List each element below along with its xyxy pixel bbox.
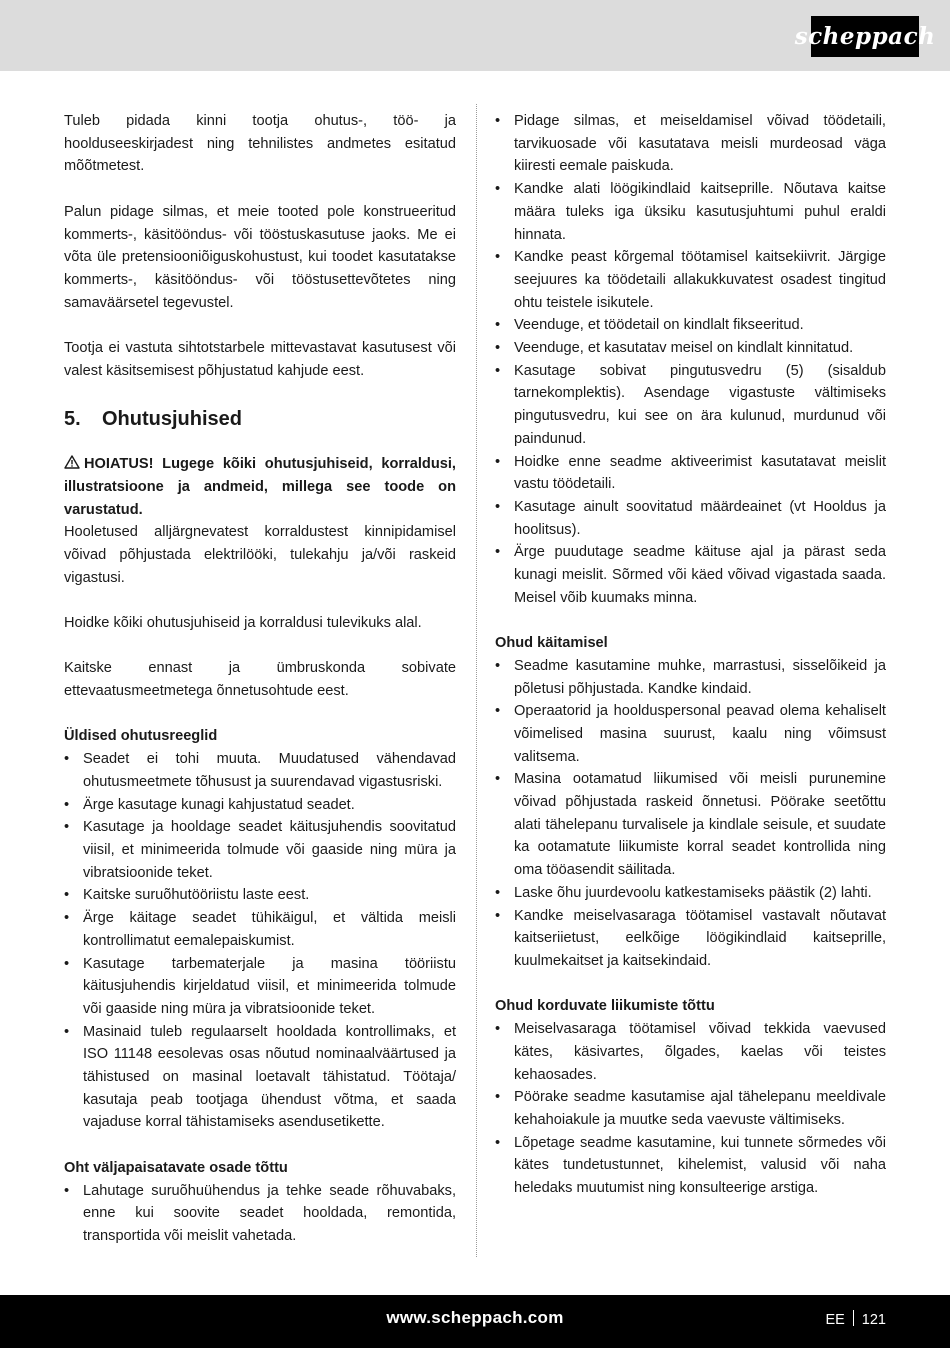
section-title: Ohutusjuhised	[102, 408, 242, 431]
list-item: • Kasutage sobivat pingutusvedru (5) (sisaldub tarnekomplektis). Asendage vigastuste vältimiseks pingutusvedru, kui see on ära kulunud, murdunud või paindunud.	[495, 360, 886, 451]
precautions-text: Kaitske ennast ja ümbruskonda sobivate ettevaatusmeetmetega õnnetusohtude eest.	[64, 660, 456, 700]
list-item: • Masinaid tuleb regulaarselt hooldada kontrollimaks, et ISO 11148 eesolevas osas nõutud nominaalväärtused ja tähistused on masinal loetavalt tähistatud. Töötaja/ kasutaja peab tootjaga ühendust võtma, et saada vajaduse korral tähistamiseks asendusetikette.	[64, 1021, 456, 1135]
list-item: • Seadme kasutamine muhke, marrastusi, sisselõikeid ja põletusi põhjustada. Kandke kindaid.	[495, 655, 886, 700]
list-item: • Kandke meiselvasaraga töötamisel vastavalt nõutavat kaitseriietust, eelkõige löögikindlaid kaitseprille, kuulmekaitset ja kaitsekindaid.	[495, 905, 886, 973]
list-item: • Lõpetage seadme kasutamine, kui tunnete sõrmedes või kätes tundetustunnet, kihelemist, valusid või naha heledaks muutumist ning konsulteerige arstiga.	[495, 1132, 886, 1200]
column-divider	[476, 104, 477, 1257]
warning-text: HOIATUS! Lugege kõiki ohutusjuhiseid, korraldusi, illustratsioone ja andmeid, millega see toode on varustatud.	[64, 456, 456, 518]
section-heading	[64, 405, 456, 433]
list-item: • Kandke alati löögikindlaid kaitseprille. Nõutava kaitse määra tuleks iga üksiku kasutusjuhtumi puhul eraldi hinnata.	[495, 178, 886, 246]
list-item: • Pöörake seadme kasutamise ajal tähelepanu meeldivale kehahoiakule ja muutke seda vaevuste vältimiseks.	[495, 1086, 886, 1131]
list-item: • Kasutage tarbematerjale ja masina tööriistu käitusjuhendis kirjeldatud viisil, et minimeerida tolmude või gaaside ning müra ja vibratsioonide teket.	[64, 953, 456, 1021]
right-column	[495, 110, 886, 1200]
ejected-parts-title: Oht väljapaisatavate osade tõttu	[64, 1159, 288, 1176]
list-item: • Pidage silmas, et meiseldamisel võivad töödetaili, tarvikuosade või kasutatava meisli murdeosad väga kiiresti eemale paiskuda.	[495, 110, 886, 178]
list-item: • Ärge puudutage seadme käituse ajal ja pärast seda kunagi meislit. Sõrmed või käed võivad vigastada saada. Meisel võib kuumaks minna.	[495, 541, 886, 609]
section-number: 5.	[64, 408, 81, 431]
general-rules-title: Üldised ohutusreeglid	[64, 728, 218, 745]
list-item: • Kasutage ainult soovitatud määrdeainet (vt Hooldus ja hoolitsus).	[495, 496, 886, 541]
list-item: • Ärge käitage seadet tühikäigul, et vältida meisli kontrollimatut eemalepaiskumist.	[64, 907, 456, 952]
operation-hazards-list	[495, 655, 886, 973]
left-column	[64, 110, 456, 1248]
warning-consequence: Hooletused alljärgnevatest korraldustest kinnipidamisel võivad põhjustada elektrilööki, tulekahju ja/või raskeid vigastusi.	[64, 524, 456, 586]
repetitive-motion-title: Ohud korduvate liikumiste tõttu	[495, 998, 715, 1015]
list-item: • Veenduge, et kasutatav meisel on kindlalt kinnitatud.	[495, 337, 886, 360]
list-item: • Operaatorid ja hoolduspersonal peavad olema kehaliselt võimelised masina suurust, kaalu ning võimsust valitsema.	[495, 700, 886, 768]
list-item: • Kandke peast kõrgemal töötamisel kaitsekiivrit. Järgige seejuures ka töödetaili allakukkuvatest osadest tingitud ohtu teistele isikutele.	[495, 246, 886, 314]
intro-paragraph: Tootja ei vastuta sihtotstarbele mittevastavat kasutusest või valest käsitsemisest põhjustatud kahjude eest.	[64, 340, 456, 379]
language-code: EE	[825, 1312, 845, 1328]
warning-triangle-icon	[64, 455, 80, 469]
website-link[interactable]: www.scheppach.com	[386, 1308, 564, 1327]
list-item: • Kaitske suruõhutööriistu laste eest.	[64, 884, 456, 907]
list-item: • Seadet ei tohi muuta. Muudatused vähendavad ohutusmeetmete tõhusust ja suurendavad vigastusriski.	[64, 748, 456, 793]
intro-paragraph: Tuleb pidada kinni tootja ohutus-, töö- ja hoolduseeskirjadest ning tehnilistes andmetes esitatud mõõtmetest.	[64, 113, 456, 175]
separator	[853, 1310, 854, 1326]
list-item: • Masina ootamatud liikumised või meisli purunemine võivad põhjustada raskeid õnnetusi. Pöörake seetõttu alati tähelepanu turvalisele ja kindlale seisule, et suudate ka ootamatute liikumiste korral seadet kontrollida ning oma tööasendit säilitada.	[495, 768, 886, 882]
list-item: • Veenduge, et töödetail on kindlalt fikseeritud.	[495, 314, 886, 337]
list-item: • Lahutage suruõhuühendus ja tehke seade rõhuvabaks, enne kui soovite seadet hooldada, remontida, transportida või meislit vahetada.	[64, 1180, 456, 1248]
list-item: • Laske õhu juurdevoolu katkestamiseks päästik (2) lahti.	[495, 882, 886, 905]
page-number: 121	[861, 1312, 886, 1328]
operation-hazards-title: Ohud käitamisel	[495, 635, 608, 652]
brand-logo: scheppach	[811, 16, 919, 57]
keep-instructions-text: Hoidke kõiki ohutusjuhiseid ja korraldusi tulevikuks alal.	[64, 615, 422, 631]
general-rules-list	[64, 748, 456, 1134]
repetitive-motion-list	[495, 1018, 886, 1200]
intro-paragraph: Palun pidage silmas, et meie tooted pole konstrueeritud kommerts-, käsitööndus- või tööstuskasutuse jaoks. Me ei võta üle pretensiooniõiguskohustust, kui toodet kasutatakse kommerts-, käsitööndus- või tööstusettevõtetes ning samaväärsetel tegevustel.	[64, 203, 456, 311]
list-item: • Hoidke enne seadme aktiveerimist kasutatavat meislit vastu töödetaili.	[495, 451, 886, 496]
page-indicator	[825, 1310, 886, 1328]
list-item: • Meiselvasaraga töötamisel võivad tekkida vaevused kätes, käsivartes, õlgades, kaelas või teistes kehaosades.	[495, 1018, 886, 1086]
ejected-parts-list	[64, 1180, 456, 1248]
list-item: • Kasutage ja hooldage seadet käitusjuhendis soovitatud viisil, et minimeerida tolmude või gaaside ning müra ja vibratsioonide teket.	[64, 816, 456, 884]
list-item: • Ärge kasutage kunagi kahjustatud seadet.	[64, 794, 456, 817]
ejected-parts-list-cont	[495, 110, 886, 609]
header-bar	[0, 0, 950, 71]
warning-block	[64, 453, 456, 521]
footer-bar	[0, 1295, 950, 1348]
